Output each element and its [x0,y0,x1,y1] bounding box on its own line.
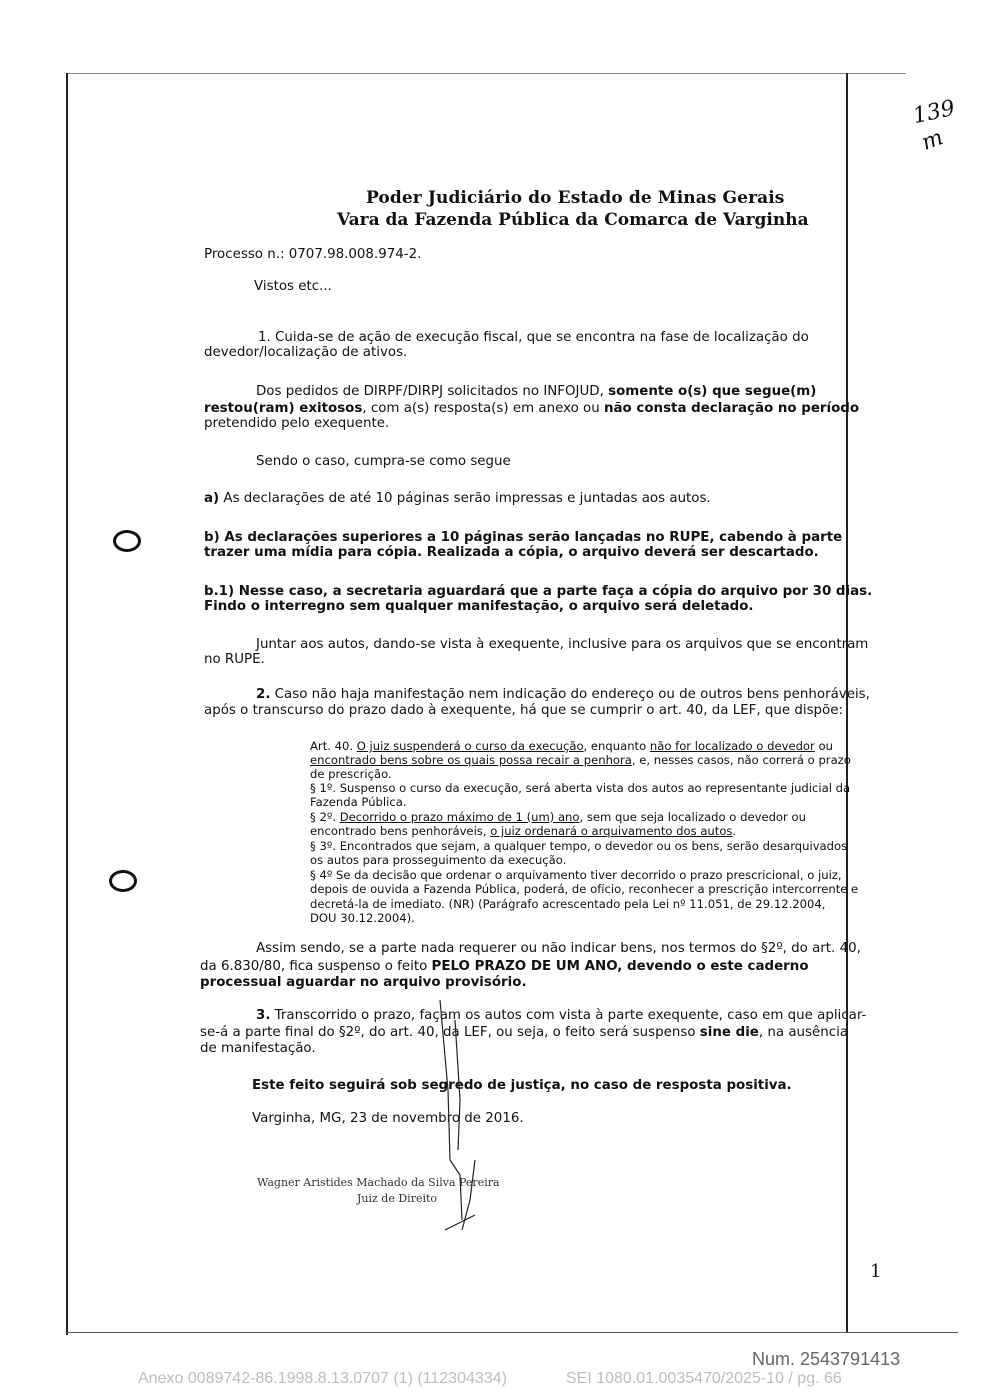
judge-name: Wagner Aristides Machado da Silva Pereira [257,1176,500,1189]
para7-line2: se-á a parte final do §2º, do art. 40, da LEF, ou seja, o feito será suspenso sine die, na ausência [200,1025,849,1040]
quote-art40-line1: Art. 40. O juiz suspenderá o curso da execução, enquanto não for localizado o devedor ou [310,739,833,753]
top-border [66,73,906,74]
para4-line1: Juntar aos autos, dando-se vista à exequente, inclusive para os arquivos que se encontram [256,637,869,652]
quote-art40-line2: encontrado bens sobre os quais possa recair a penhora, e, nesses casos, não correrá o prazo [310,753,851,767]
quote-p4-line2: depois de ouvida a Fazenda Pública, poderá, de ofício, reconhecer a prescrição intercorrente e [310,882,859,896]
judge-title: Juiz de Direito [357,1192,438,1205]
punch-hole-bottom [109,870,137,892]
item-b1-line1: b.1) Nesse caso, a secretaria aguardará que a parte faça a cópia do arquivo por 30 dias. [204,584,873,599]
folio-number: 139 [910,95,958,130]
secrecy-notice: Este feito seguirá sob segredo de justiça, no caso de resposta positiva. [252,1078,792,1093]
para7-line3: de manifestação. [200,1041,316,1056]
date-line: Varginha, MG, 23 de novembro de 2016. [252,1111,524,1126]
court-division: Vara da Fazenda Pública da Comarca de Varginha [337,210,809,230]
left-border [66,73,68,1335]
bottom-border [66,1332,958,1333]
quote-p4-line1: § 4º Se da decisão que ordenar o arquivamento tiver decorrido o prazo prescricional, o juiz, [310,868,842,882]
quote-art40-line3: de prescrição. [310,767,392,781]
page-number: 1 [870,1261,882,1282]
para6-line3: processual aguardar no arquivo provisório. [200,975,527,990]
quote-p1-line1: § 1º. Suspenso o curso da execução, será aberta vista dos autos ao representante judicial da [310,781,851,795]
para5-line1: 2. Caso não haja manifestação nem indicação do endereço ou de outros bens penhoráveis, [256,687,870,702]
footer-left: Anexo 0089742-86.1998.8.13.0707 (1) (112304334) [138,1370,507,1387]
quote-p2-line1: § 2º. Decorrido o prazo máximo de 1 (um) ano, sem que seja localizado o devedor ou [310,810,806,824]
folio-initials: m [918,125,947,156]
quote-p1-line2: Fazenda Pública. [310,795,407,809]
item-b-line2: trazer uma mídia para cópia. Realizada a cópia, o arquivo deverá ser descartado. [204,545,819,560]
punch-hole-top [113,530,141,552]
quote-p3-line2: os autos para prosseguimento da execução. [310,853,567,867]
quote-p2-line2: encontrado bens penhoráveis, o juiz ordenará o arquivamento dos autos. [310,824,737,838]
para5-line2: após o transcurso do prazo dado à exequente, há que se cumprir o art. 40, da LEF, que dispõe: [204,703,843,718]
para1-line1: 1. Cuida-se de ação de execução fiscal, que se encontra na fase de localização do [258,330,809,345]
item-b1-line2: Findo o interregno sem qualquer manifestação, o arquivo será deletado. [204,599,754,614]
para1-line2: devedor/localização de ativos. [204,345,408,360]
right-border [846,73,848,1333]
quote-p3-line1: § 3º. Encontrados que sejam, a qualquer tempo, o devedor ou os bens, serão desarquivados [310,839,848,853]
item-a: a) As declarações de até 10 páginas serão impressas e juntadas aos autos. [204,491,711,506]
court-name: Poder Judiciário do Estado de Minas Gerais [366,188,785,208]
footer-right: SEI 1080.01.0035470/2025-10 / pg. 66 [566,1370,842,1387]
para6-line2: da 6.830/80, fica suspenso o feito PELO PRAZO DE UM ANO, devendo o este caderno [200,959,809,974]
para2-line2: restou(ram) exitosos, com a(s) resposta(s) em anexo ou não consta declaração no período [204,401,860,416]
para3: Sendo o caso, cumpra-se como segue [256,454,511,469]
quote-p4-line4: DOU 30.12.2004). [310,911,415,925]
para2-line1: Dos pedidos de DIRPF/DIRPJ solicitados no INFOJUD, somente o(s) que segue(m) [256,384,817,399]
quote-p4-line3: decretá-la de imediato. (NR) (Parágrafo acrescentado pela Lei nº 11.051, de 29.12.2004, [310,897,826,911]
para2-line3: pretendido pelo exequente. [204,416,390,431]
para4-line2: no RUPE. [204,652,265,667]
process-number: Processo n.: 0707.98.008.974-2. [204,247,422,262]
vistos: Vistos etc... [254,279,332,294]
para6-line1: Assim sendo, se a parte nada requerer ou não indicar bens, nos termos do §2º, do art. 40, [256,941,861,956]
document-number-stamp: Num. 2543791413 [752,1349,901,1369]
para7-line1: 3. Transcorrido o prazo, façam os autos com vista à parte exequente, caso em que aplicar- [256,1008,867,1023]
item-b-line1: b) As declarações superiores a 10 páginas serão lançadas no RUPE, cabendo à parte [204,530,843,545]
